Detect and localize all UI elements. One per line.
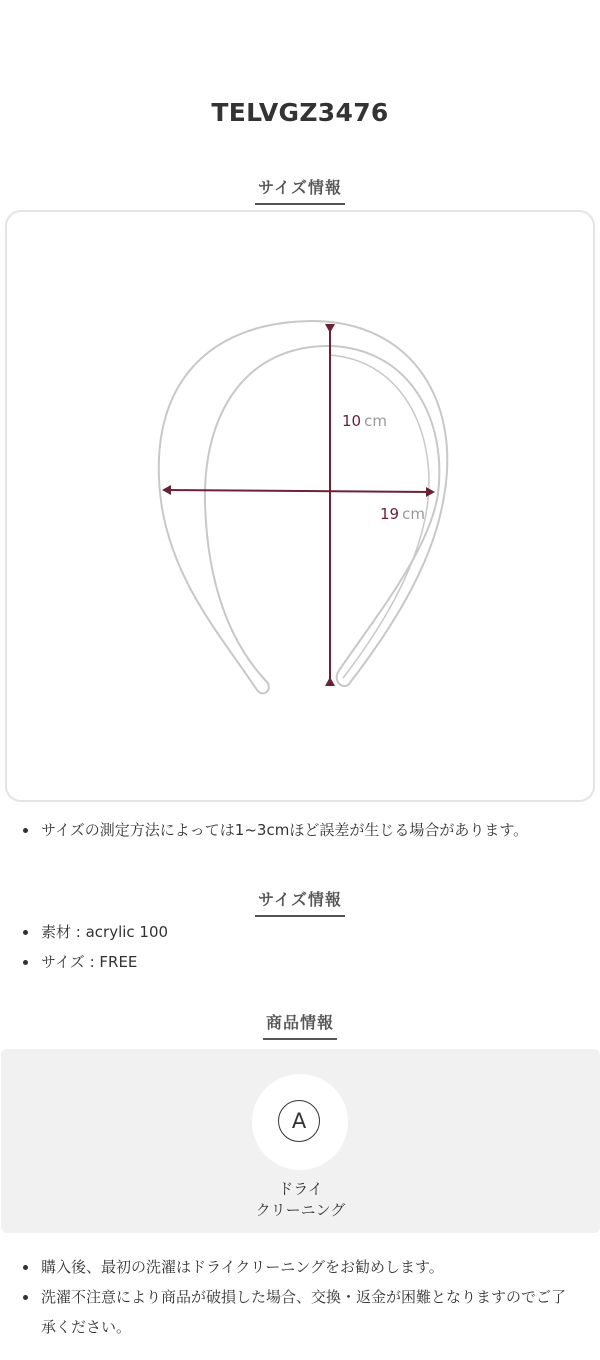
product-info-heading	[0, 1010, 600, 1040]
size-info-list	[0, 917, 600, 977]
size-diagram-heading-text: サイズ情報	[255, 175, 345, 205]
care-instructions-panel	[1, 1049, 600, 1233]
height-dimension-label	[342, 412, 387, 430]
measurement-note: サイズの測定方法によっては1~3cmほど誤差が生じる場合があります。	[0, 815, 600, 845]
width-dimension-label	[380, 505, 425, 523]
size-item: サイズ : FREE	[0, 947, 600, 977]
size-info-heading	[0, 887, 600, 917]
care-icon-badge	[252, 1074, 348, 1170]
care-notes-list	[0, 1252, 600, 1342]
height-arrow-top	[325, 324, 335, 333]
size-diagram-heading	[0, 175, 600, 205]
dry-clean-icon: A	[278, 1100, 320, 1142]
care-label-line1: ドライ	[278, 1180, 323, 1198]
height-unit: cm	[364, 412, 387, 430]
measurement-note-list	[0, 815, 600, 845]
width-unit: cm	[402, 505, 425, 523]
size-diagram	[5, 210, 595, 802]
product-info-heading-text: 商品情報	[263, 1010, 337, 1040]
care-label	[1, 1179, 600, 1221]
width-arrow-left	[162, 485, 171, 495]
height-arrow-bottom	[325, 677, 335, 686]
headband-illustration	[7, 212, 593, 800]
product-code: TELVGZ3476	[211, 98, 389, 127]
size-info-heading-text: サイズ情報	[255, 887, 345, 917]
material-item: 素材 : acrylic 100	[0, 917, 600, 947]
height-value: 10	[342, 412, 362, 430]
care-label-line2: クリーニング	[255, 1201, 346, 1219]
care-note: 洗濯不注意により商品が破損した場合、交換・返金が困難となりますのでご了承ください。	[0, 1282, 600, 1342]
care-note: 購入後、最初の洗濯はドライクリーニングをお勧めします。	[0, 1252, 600, 1282]
width-value: 19	[380, 505, 400, 523]
width-arrow-right	[426, 487, 435, 497]
